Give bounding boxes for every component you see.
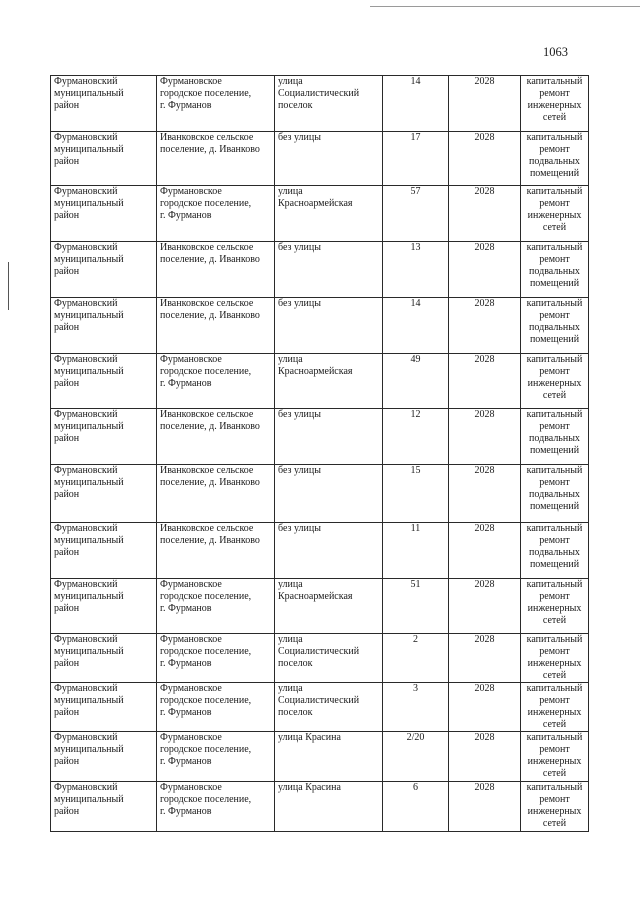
street-cell-text: улица Красина bbox=[278, 782, 341, 793]
table-row bbox=[51, 132, 589, 186]
planned-year-cell bbox=[449, 579, 521, 634]
work-type-cell-text: капитальный ремонт подвальных помещений bbox=[526, 132, 583, 179]
street-cell bbox=[275, 409, 383, 465]
work-type-cell bbox=[521, 732, 589, 782]
street-cell bbox=[275, 242, 383, 298]
table-row bbox=[51, 186, 589, 242]
settlement-cell-text: Фурмановское городское поселение, г. Фурманов bbox=[160, 186, 252, 221]
planned-year-cell bbox=[449, 465, 521, 523]
settlement-cell bbox=[157, 186, 275, 242]
planned-year-cell-text: 2028 bbox=[474, 409, 495, 420]
work-type-cell-text: капитальный ремонт инженерных сетей bbox=[526, 76, 583, 123]
planned-year-cell-text: 2028 bbox=[474, 523, 495, 534]
work-type-cell bbox=[521, 683, 589, 732]
municipal-district-cell-text: Фурмановский муниципальный район bbox=[54, 409, 124, 444]
repair-schedule-table bbox=[50, 75, 589, 832]
work-type-cell bbox=[521, 354, 589, 409]
work-type-cell-text: капитальный ремонт подвальных помещений bbox=[526, 465, 583, 512]
street-cell-text: без улицы bbox=[278, 132, 321, 143]
scan-edge-line bbox=[370, 6, 640, 7]
planned-year-cell-text: 2028 bbox=[474, 354, 495, 365]
municipal-district-cell-text: Фурмановский муниципальный район bbox=[54, 298, 124, 333]
house-number-cell-text: 3 bbox=[413, 683, 418, 694]
work-type-cell-text: капитальный ремонт подвальных помещений bbox=[526, 242, 583, 289]
work-type-cell-text: капитальный ремонт подвальных помещений bbox=[526, 409, 583, 456]
settlement-cell bbox=[157, 683, 275, 732]
planned-year-cell bbox=[449, 354, 521, 409]
planned-year-cell bbox=[449, 298, 521, 354]
house-number-cell bbox=[383, 683, 449, 732]
planned-year-cell-text: 2028 bbox=[474, 579, 495, 590]
planned-year-cell bbox=[449, 76, 521, 132]
settlement-cell bbox=[157, 298, 275, 354]
settlement-cell-text: Иванковское сельское поселение, д. Иванково bbox=[160, 465, 260, 488]
settlement-cell-text: Фурмановское городское поселение, г. Фурманов bbox=[160, 683, 252, 718]
municipal-district-cell-text: Фурмановский муниципальный район bbox=[54, 465, 124, 500]
street-cell bbox=[275, 298, 383, 354]
house-number-cell bbox=[383, 242, 449, 298]
planned-year-cell-text: 2028 bbox=[474, 732, 495, 743]
table-row bbox=[51, 409, 589, 465]
municipal-district-cell bbox=[51, 782, 157, 832]
work-type-cell-text: капитальный ремонт инженерных сетей bbox=[526, 634, 583, 681]
street-cell bbox=[275, 465, 383, 523]
work-type-cell-text: капитальный ремонт инженерных сетей bbox=[526, 732, 583, 779]
settlement-cell-text: Иванковское сельское поселение, д. Иванково bbox=[160, 132, 260, 155]
table-row bbox=[51, 683, 589, 732]
street-cell bbox=[275, 683, 383, 732]
house-number-cell bbox=[383, 298, 449, 354]
street-cell-text: без улицы bbox=[278, 523, 321, 534]
work-type-cell bbox=[521, 132, 589, 186]
municipal-district-cell bbox=[51, 732, 157, 782]
municipal-district-cell bbox=[51, 186, 157, 242]
work-type-cell-text: капитальный ремонт подвальных помещений bbox=[526, 523, 583, 570]
municipal-district-cell bbox=[51, 354, 157, 409]
planned-year-cell-text: 2028 bbox=[474, 76, 495, 87]
street-cell bbox=[275, 579, 383, 634]
municipal-district-cell-text: Фурмановский муниципальный район bbox=[54, 76, 124, 111]
street-cell bbox=[275, 186, 383, 242]
municipal-district-cell bbox=[51, 523, 157, 579]
work-type-cell bbox=[521, 465, 589, 523]
table-row bbox=[51, 242, 589, 298]
house-number-cell-text: 14 bbox=[410, 298, 421, 309]
settlement-cell bbox=[157, 732, 275, 782]
street-cell bbox=[275, 76, 383, 132]
municipal-district-cell bbox=[51, 465, 157, 523]
municipal-district-cell-text: Фурмановский муниципальный район bbox=[54, 242, 124, 277]
work-type-cell-text: капитальный ремонт инженерных сетей bbox=[526, 186, 583, 233]
house-number-cell bbox=[383, 76, 449, 132]
house-number-cell-text: 6 bbox=[413, 782, 418, 793]
settlement-cell-text: Фурмановское городское поселение, г. Фурманов bbox=[160, 354, 252, 389]
planned-year-cell bbox=[449, 683, 521, 732]
settlement-cell bbox=[157, 579, 275, 634]
settlement-cell bbox=[157, 132, 275, 186]
municipal-district-cell bbox=[51, 634, 157, 683]
settlement-cell-text: Иванковское сельское поселение, д. Иванково bbox=[160, 523, 260, 546]
work-type-cell bbox=[521, 186, 589, 242]
municipal-district-cell-text: Фурмановский муниципальный район bbox=[54, 782, 124, 817]
street-cell-text: улица Красноармейская bbox=[278, 186, 353, 209]
municipal-district-cell bbox=[51, 76, 157, 132]
house-number-cell bbox=[383, 132, 449, 186]
work-type-cell-text: капитальный ремонт инженерных сетей bbox=[526, 579, 583, 626]
house-number-cell bbox=[383, 465, 449, 523]
settlement-cell-text: Фурмановское городское поселение, г. Фурманов bbox=[160, 579, 252, 614]
street-cell-text: улица Социалистический поселок bbox=[278, 76, 360, 111]
municipal-district-cell bbox=[51, 132, 157, 186]
planned-year-cell-text: 2028 bbox=[474, 782, 495, 793]
street-cell-text: без улицы bbox=[278, 409, 321, 420]
planned-year-cell-text: 2028 bbox=[474, 186, 495, 197]
house-number-cell bbox=[383, 409, 449, 465]
house-number-cell-text: 17 bbox=[410, 132, 421, 143]
settlement-cell-text: Иванковское сельское поселение, д. Иванково bbox=[160, 242, 260, 265]
settlement-cell bbox=[157, 465, 275, 523]
table-row bbox=[51, 634, 589, 683]
work-type-cell-text: капитальный ремонт инженерных сетей bbox=[526, 782, 583, 829]
municipal-district-cell bbox=[51, 298, 157, 354]
street-cell-text: улица Социалистический поселок bbox=[278, 634, 360, 669]
street-cell bbox=[275, 132, 383, 186]
house-number-cell-text: 15 bbox=[410, 465, 421, 476]
municipal-district-cell-text: Фурмановский муниципальный район bbox=[54, 186, 124, 221]
settlement-cell bbox=[157, 409, 275, 465]
street-cell-text: улица Красноармейская bbox=[278, 354, 353, 377]
street-cell-text: без улицы bbox=[278, 242, 321, 253]
work-type-cell bbox=[521, 523, 589, 579]
house-number-cell-text: 2 bbox=[413, 634, 418, 645]
planned-year-cell bbox=[449, 409, 521, 465]
municipal-district-cell-text: Фурмановский муниципальный район bbox=[54, 579, 124, 614]
work-type-cell bbox=[521, 298, 589, 354]
planned-year-cell bbox=[449, 186, 521, 242]
municipal-district-cell-text: Фурмановский муниципальный район bbox=[54, 732, 124, 767]
work-type-cell-text: капитальный ремонт инженерных сетей bbox=[526, 683, 583, 730]
page-number: 1063 bbox=[543, 45, 568, 59]
work-type-cell bbox=[521, 409, 589, 465]
planned-year-cell bbox=[449, 242, 521, 298]
work-type-cell bbox=[521, 76, 589, 132]
municipal-district-cell bbox=[51, 409, 157, 465]
street-cell bbox=[275, 634, 383, 683]
street-cell bbox=[275, 732, 383, 782]
house-number-cell-text: 57 bbox=[410, 186, 421, 197]
settlement-cell bbox=[157, 242, 275, 298]
work-type-cell-text: капитальный ремонт подвальных помещений bbox=[526, 298, 583, 345]
municipal-district-cell bbox=[51, 579, 157, 634]
street-cell-text: без улицы bbox=[278, 298, 321, 309]
planned-year-cell bbox=[449, 634, 521, 683]
settlement-cell bbox=[157, 634, 275, 683]
street-cell bbox=[275, 354, 383, 409]
table-row bbox=[51, 579, 589, 634]
house-number-cell bbox=[383, 523, 449, 579]
house-number-cell-text: 12 bbox=[410, 409, 421, 420]
planned-year-cell bbox=[449, 732, 521, 782]
house-number-cell bbox=[383, 186, 449, 242]
settlement-cell-text: Фурмановское городское поселение, г. Фурманов bbox=[160, 634, 252, 669]
settlement-cell-text: Фурмановское городское поселение, г. Фурманов bbox=[160, 732, 252, 767]
work-type-cell bbox=[521, 782, 589, 832]
house-number-cell-text: 51 bbox=[410, 579, 421, 590]
planned-year-cell-text: 2028 bbox=[474, 298, 495, 309]
house-number-cell-text: 11 bbox=[410, 523, 421, 534]
street-cell-text: улица Красина bbox=[278, 732, 341, 743]
house-number-cell bbox=[383, 634, 449, 683]
table-body bbox=[51, 76, 589, 832]
work-type-cell bbox=[521, 579, 589, 634]
settlement-cell-text: Иванковское сельское поселение, д. Иванково bbox=[160, 298, 260, 321]
street-cell bbox=[275, 523, 383, 579]
settlement-cell-text: Фурмановское городское поселение, г. Фурманов bbox=[160, 782, 252, 817]
municipal-district-cell bbox=[51, 242, 157, 298]
settlement-cell bbox=[157, 782, 275, 832]
table-row bbox=[51, 782, 589, 832]
settlement-cell bbox=[157, 523, 275, 579]
house-number-cell bbox=[383, 782, 449, 832]
municipal-district-cell-text: Фурмановский муниципальный район bbox=[54, 523, 124, 558]
house-number-cell-text: 14 bbox=[410, 76, 421, 87]
house-number-cell-text: 2/20 bbox=[406, 732, 425, 743]
street-cell-text: без улицы bbox=[278, 465, 321, 476]
work-type-cell-text: капитальный ремонт инженерных сетей bbox=[526, 354, 583, 401]
house-number-cell bbox=[383, 732, 449, 782]
work-type-cell bbox=[521, 634, 589, 683]
table-row bbox=[51, 465, 589, 523]
municipal-district-cell-text: Фурмановский муниципальный район bbox=[54, 634, 124, 669]
house-number-cell-text: 13 bbox=[410, 242, 421, 253]
municipal-district-cell-text: Фурмановский муниципальный район bbox=[54, 132, 124, 167]
work-type-cell bbox=[521, 242, 589, 298]
settlement-cell-text: Иванковское сельское поселение, д. Иванково bbox=[160, 409, 260, 432]
planned-year-cell-text: 2028 bbox=[474, 242, 495, 253]
house-number-cell bbox=[383, 354, 449, 409]
planned-year-cell bbox=[449, 523, 521, 579]
table-row bbox=[51, 298, 589, 354]
table-row bbox=[51, 732, 589, 782]
planned-year-cell-text: 2028 bbox=[474, 132, 495, 143]
street-cell-text: улица Красноармейская bbox=[278, 579, 353, 602]
street-cell bbox=[275, 782, 383, 832]
planned-year-cell-text: 2028 bbox=[474, 683, 495, 694]
settlement-cell bbox=[157, 76, 275, 132]
settlement-cell bbox=[157, 354, 275, 409]
municipal-district-cell-text: Фурмановский муниципальный район bbox=[54, 354, 124, 389]
house-number-cell-text: 49 bbox=[410, 354, 421, 365]
planned-year-cell bbox=[449, 132, 521, 186]
settlement-cell-text: Фурмановское городское поселение, г. Фурманов bbox=[160, 76, 252, 111]
planned-year-cell bbox=[449, 782, 521, 832]
street-cell-text: улица Социалистический поселок bbox=[278, 683, 360, 718]
table-row bbox=[51, 76, 589, 132]
planned-year-cell-text: 2028 bbox=[474, 465, 495, 476]
planned-year-cell-text: 2028 bbox=[474, 634, 495, 645]
municipal-district-cell bbox=[51, 683, 157, 732]
table-row bbox=[51, 523, 589, 579]
table-row bbox=[51, 354, 589, 409]
house-number-cell bbox=[383, 579, 449, 634]
municipal-district-cell-text: Фурмановский муниципальный район bbox=[54, 683, 124, 718]
scan-margin-mark bbox=[8, 262, 9, 310]
